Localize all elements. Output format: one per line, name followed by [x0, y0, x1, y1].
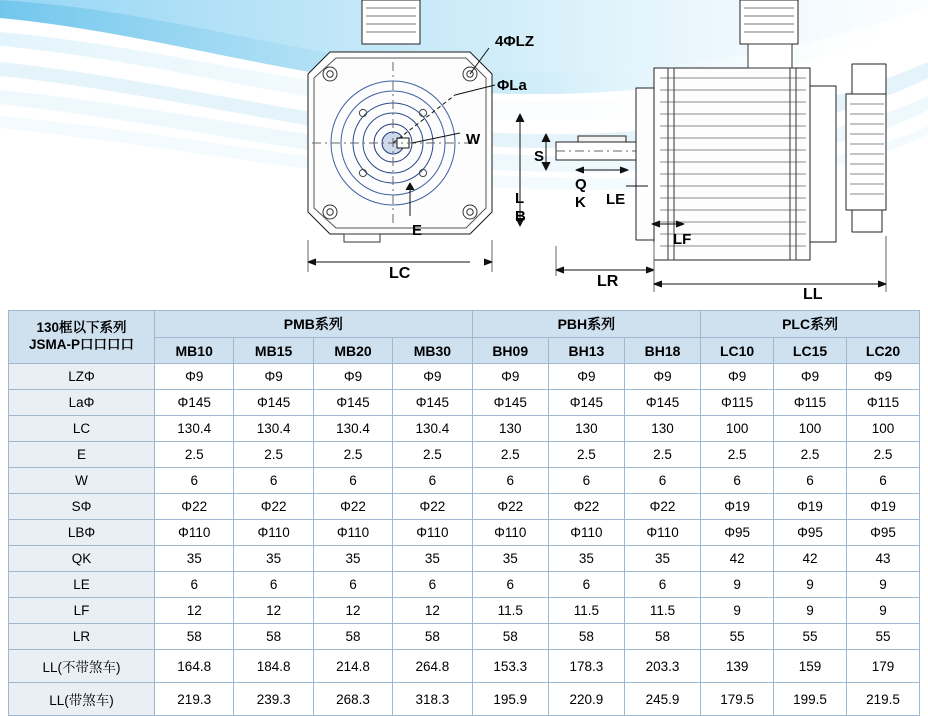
table-cell: 58: [624, 624, 700, 650]
table-cell: Φ9: [847, 364, 920, 390]
table-cell: 42: [701, 546, 774, 572]
table-row: [9, 416, 920, 442]
table-cell: Φ22: [234, 494, 313, 520]
table-cell: 100: [701, 416, 774, 442]
table-cell: 2.5: [548, 442, 624, 468]
table-cell: 130.4: [393, 416, 472, 442]
table-cell: Φ145: [313, 390, 392, 416]
table-cell: Φ110: [313, 520, 392, 546]
table-cell: 6: [234, 572, 313, 598]
servo-motor-line-drawing: [0, 0, 928, 303]
table-row-label: LBΦ: [9, 520, 155, 546]
table-cell: 58: [472, 624, 548, 650]
table-cell: 58: [155, 624, 234, 650]
table-cell: 58: [313, 624, 392, 650]
table-row: [9, 442, 920, 468]
table-cell: 2.5: [155, 442, 234, 468]
table-cell: 245.9: [624, 683, 700, 716]
table-cell: Φ22: [313, 494, 392, 520]
table-cell: 2.5: [313, 442, 392, 468]
table-cell: 239.3: [234, 683, 313, 716]
table-cell: 35: [313, 546, 392, 572]
table-group-header: PMB系列: [155, 311, 473, 338]
table-row: [9, 364, 920, 390]
dim-label-le: LE: [606, 191, 626, 208]
table-cell: 35: [234, 546, 313, 572]
table-cell: 6: [313, 468, 392, 494]
table-cell: Φ110: [234, 520, 313, 546]
table-row-label: LE: [9, 572, 155, 598]
table-cell: 130: [548, 416, 624, 442]
table-cell: 12: [155, 598, 234, 624]
table-column-header: MB15: [234, 338, 313, 364]
table-cell: 6: [155, 572, 234, 598]
table-cell: 178.3: [548, 650, 624, 683]
dim-label-w: W: [466, 131, 481, 148]
table-column-header: LC15: [774, 338, 847, 364]
table-cell: 130.4: [234, 416, 313, 442]
dim-label-lf: LF: [673, 231, 692, 248]
table-cell: Φ115: [701, 390, 774, 416]
table-cell: Φ145: [234, 390, 313, 416]
table-cell: Φ145: [624, 390, 700, 416]
table-cell: Φ145: [393, 390, 472, 416]
table-cell: 35: [548, 546, 624, 572]
table-cell: Φ110: [155, 520, 234, 546]
specification-table: [8, 310, 920, 716]
table-corner-header: [9, 311, 155, 364]
table-cell: 12: [393, 598, 472, 624]
table-row-label: LC: [9, 416, 155, 442]
table-cell: 203.3: [624, 650, 700, 683]
table-cell: 55: [774, 624, 847, 650]
table-cell: 164.8: [155, 650, 234, 683]
table-cell: 6: [313, 572, 392, 598]
table-cell: 12: [234, 598, 313, 624]
table-row: [9, 494, 920, 520]
table-cell: 42: [774, 546, 847, 572]
table-cell: 2.5: [472, 442, 548, 468]
table-cell: 58: [393, 624, 472, 650]
table-cell: Φ9: [393, 364, 472, 390]
table-cell: Φ110: [472, 520, 548, 546]
table-cell: 6: [155, 468, 234, 494]
table-cell: 179.5: [701, 683, 774, 716]
table-cell: Φ19: [847, 494, 920, 520]
dim-label-phi-la: ΦLa: [497, 77, 527, 94]
table-column-header: LC10: [701, 338, 774, 364]
table-row: [9, 390, 920, 416]
table-cell: 130.4: [313, 416, 392, 442]
table-cell: 6: [393, 572, 472, 598]
table-cell: 220.9: [548, 683, 624, 716]
table-group-header: PLC系列: [701, 311, 920, 338]
table-row-label: LL(不带煞车): [9, 650, 155, 683]
table-cell: 2.5: [393, 442, 472, 468]
dim-label-s: S: [534, 148, 545, 165]
table-cell: 100: [774, 416, 847, 442]
table-cell: 55: [701, 624, 774, 650]
table-cell: 130: [472, 416, 548, 442]
table-row-label: LaΦ: [9, 390, 155, 416]
table-row: [9, 624, 920, 650]
table-cell: 153.3: [472, 650, 548, 683]
table-cell: 6: [548, 572, 624, 598]
table-cell: 264.8: [393, 650, 472, 683]
table-cell: 9: [774, 572, 847, 598]
table-cell: 11.5: [472, 598, 548, 624]
table-cell: Φ22: [393, 494, 472, 520]
table-cell: Φ110: [393, 520, 472, 546]
dim-label-lr: LR: [597, 273, 619, 290]
table-cell: 2.5: [774, 442, 847, 468]
table-cell: Φ115: [774, 390, 847, 416]
table-cell: 139: [701, 650, 774, 683]
table-row: [9, 650, 920, 683]
table-cell: 9: [701, 572, 774, 598]
table-cell: 199.5: [774, 683, 847, 716]
table-cell: Φ22: [624, 494, 700, 520]
corner-header-line1: 130框以下系列: [36, 320, 127, 336]
table-cell: 35: [155, 546, 234, 572]
table-cell: Φ145: [155, 390, 234, 416]
table-cell: 6: [472, 468, 548, 494]
table-cell: 9: [847, 598, 920, 624]
table-cell: 6: [472, 572, 548, 598]
table-cell: 58: [548, 624, 624, 650]
table-cell: 35: [472, 546, 548, 572]
table-cell: 35: [393, 546, 472, 572]
table-cell: 9: [847, 572, 920, 598]
table-header-group-row: [9, 311, 920, 338]
table-cell: 2.5: [234, 442, 313, 468]
table-row: [9, 520, 920, 546]
dim-label-l: L: [515, 190, 525, 207]
table-cell: 6: [774, 468, 847, 494]
table-cell: 9: [701, 598, 774, 624]
table-cell: 6: [548, 468, 624, 494]
table-cell: Φ19: [774, 494, 847, 520]
table-cell: 6: [624, 572, 700, 598]
table-row: [9, 598, 920, 624]
table-group-header: PBH系列: [472, 311, 701, 338]
table-row: [9, 683, 920, 716]
table-cell: 11.5: [548, 598, 624, 624]
table-cell: Φ22: [548, 494, 624, 520]
product-drawing-panel: [0, 0, 928, 303]
dim-label-q: Q: [575, 176, 587, 193]
table-cell: 55: [847, 624, 920, 650]
table-column-header: MB10: [155, 338, 234, 364]
table-cell: 6: [847, 468, 920, 494]
table-column-header: MB20: [313, 338, 392, 364]
table-cell: Φ9: [313, 364, 392, 390]
table-cell: 100: [847, 416, 920, 442]
table-cell: Φ110: [548, 520, 624, 546]
table-header: [9, 311, 920, 364]
table-cell: 43: [847, 546, 920, 572]
dim-label-lc: LC: [389, 265, 411, 282]
table-cell: Φ9: [624, 364, 700, 390]
table-cell: Φ95: [701, 520, 774, 546]
table-column-header: BH09: [472, 338, 548, 364]
table-cell: 195.9: [472, 683, 548, 716]
table-cell: 11.5: [624, 598, 700, 624]
table-column-header: BH13: [548, 338, 624, 364]
table-cell: 35: [624, 546, 700, 572]
dim-label-b: B: [515, 208, 526, 225]
table-cell: 130.4: [155, 416, 234, 442]
table-cell: 6: [234, 468, 313, 494]
table-row: [9, 546, 920, 572]
table-cell: 12: [313, 598, 392, 624]
table-cell: 2.5: [847, 442, 920, 468]
table-cell: 268.3: [313, 683, 392, 716]
table-row-label: LF: [9, 598, 155, 624]
dim-label-e: E: [412, 222, 423, 239]
table-column-header: LC20: [847, 338, 920, 364]
table-cell: Φ9: [234, 364, 313, 390]
table-cell: Φ95: [774, 520, 847, 546]
table-cell: Φ9: [155, 364, 234, 390]
table-cell: 2.5: [624, 442, 700, 468]
corner-header-line2: JSMA-P口口口口: [28, 337, 134, 352]
table-row-label: LR: [9, 624, 155, 650]
table-row: [9, 468, 920, 494]
table-cell: Φ22: [472, 494, 548, 520]
table-cell: Φ9: [472, 364, 548, 390]
table-body: [9, 364, 920, 716]
table-cell: 9: [774, 598, 847, 624]
table-cell: 6: [624, 468, 700, 494]
dim-label-ll: LL: [803, 286, 823, 303]
table-row-label: LL(带煞车): [9, 683, 155, 716]
table-row-label: SΦ: [9, 494, 155, 520]
table-row-label: LZΦ: [9, 364, 155, 390]
table-cell: 219.5: [847, 683, 920, 716]
table-cell: Φ22: [155, 494, 234, 520]
table-cell: 6: [393, 468, 472, 494]
table-row-label: E: [9, 442, 155, 468]
table-cell: Φ19: [701, 494, 774, 520]
dim-label-4phi-lz: 4ΦLZ: [495, 33, 534, 50]
table-cell: Φ9: [548, 364, 624, 390]
table-cell: 318.3: [393, 683, 472, 716]
table-row: [9, 572, 920, 598]
table-cell: 6: [701, 468, 774, 494]
table-cell: 214.8: [313, 650, 392, 683]
table-cell: 219.3: [155, 683, 234, 716]
table-cell: Φ9: [701, 364, 774, 390]
dim-label-k: K: [575, 194, 586, 211]
table-cell: Φ9: [774, 364, 847, 390]
table-cell: 130: [624, 416, 700, 442]
table-column-header: BH18: [624, 338, 700, 364]
table-row-label: QK: [9, 546, 155, 572]
table-cell: 58: [234, 624, 313, 650]
table-cell: 184.8: [234, 650, 313, 683]
table-cell: Φ95: [847, 520, 920, 546]
table-cell: Φ145: [472, 390, 548, 416]
table-row-label: W: [9, 468, 155, 494]
table-cell: Φ110: [624, 520, 700, 546]
table-column-header: MB30: [393, 338, 472, 364]
table-cell: 159: [774, 650, 847, 683]
table-cell: Φ145: [548, 390, 624, 416]
table-cell: 179: [847, 650, 920, 683]
table-cell: 2.5: [701, 442, 774, 468]
table-cell: Φ115: [847, 390, 920, 416]
